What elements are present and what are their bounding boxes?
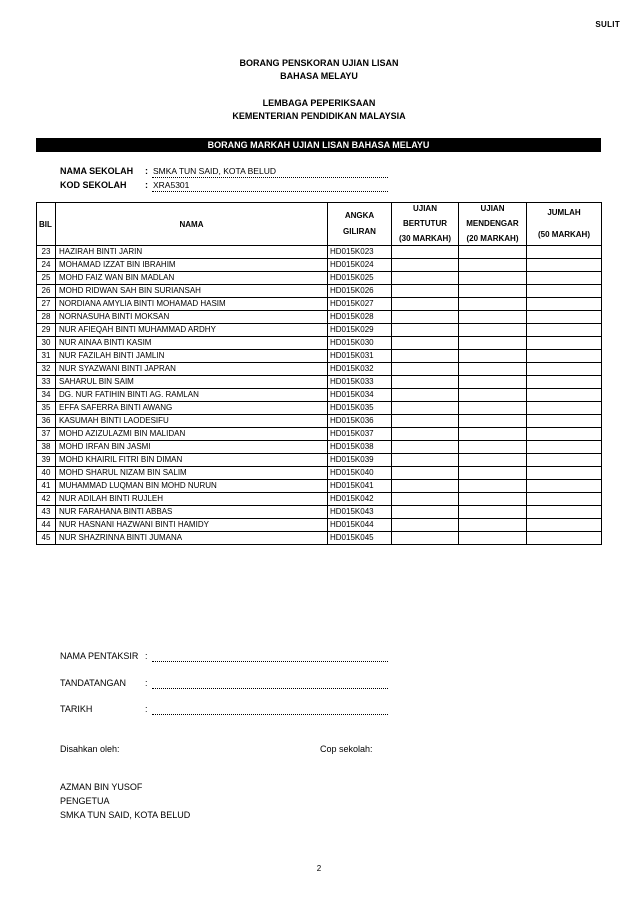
table-row — [37, 324, 602, 337]
row-bil: 34 — [37, 389, 56, 402]
row-angka-giliran: HD015K039 — [328, 454, 392, 467]
header-angka-giliran — [328, 203, 392, 246]
header-nama: NAMA — [56, 203, 328, 246]
row-bil: 28 — [37, 311, 56, 324]
row-angka-giliran: HD015K034 — [328, 389, 392, 402]
table-row — [37, 311, 602, 324]
row-bertutur-cell[interactable] — [392, 532, 459, 545]
row-mendengar-cell[interactable] — [459, 519, 527, 532]
row-bil: 24 — [37, 259, 56, 272]
header-jumlah — [527, 203, 602, 246]
row-jumlah-cell[interactable] — [527, 519, 602, 532]
row-nama: SAHARUL BIN SAIM — [56, 376, 328, 389]
row-nama: NUR HASNANI HAZWANI BINTI HAMIDY — [56, 519, 328, 532]
school-name-label: NAMA SEKOLAH — [60, 166, 134, 176]
header-title-line2: BAHASA MELAYU — [280, 71, 358, 81]
row-nama: NUR FAZILAH BINTI JAMLIN — [56, 350, 328, 363]
row-bil: 39 — [37, 454, 56, 467]
row-bil: 33 — [37, 376, 56, 389]
row-mendengar-cell[interactable] — [459, 246, 527, 259]
tarikh-field[interactable] — [152, 714, 388, 715]
table-row — [37, 337, 602, 350]
school-name-dotline — [152, 177, 388, 178]
header-angka-line2: GILIRAN — [343, 227, 376, 236]
header-ujian-mendengar — [459, 203, 527, 246]
row-angka-giliran: HD015K026 — [328, 285, 392, 298]
row-jumlah-cell[interactable] — [527, 454, 602, 467]
row-angka-giliran: HD015K038 — [328, 441, 392, 454]
signatory-title: PENGETUA — [60, 796, 110, 806]
row-angka-giliran: HD015K040 — [328, 467, 392, 480]
row-bil: 32 — [37, 363, 56, 376]
row-mendengar-cell[interactable] — [459, 272, 527, 285]
row-nama: MOHD FAIZ WAN BIN MADLAN — [56, 272, 328, 285]
page-number: 2 — [316, 864, 322, 873]
row-mendengar-cell[interactable] — [459, 441, 527, 454]
school-code-colon: : — [145, 180, 148, 190]
row-mendengar-cell[interactable] — [459, 376, 527, 389]
pentaksir-label: NAMA PENTAKSIR — [60, 651, 139, 661]
row-bil: 41 — [37, 480, 56, 493]
signatory-name: AZMAN BIN YUSOF — [60, 782, 143, 792]
tarikh-colon: : — [145, 704, 148, 714]
header-mendengar-line1: UJIAN — [480, 204, 505, 213]
row-bertutur-cell[interactable] — [392, 324, 459, 337]
row-jumlah-cell[interactable] — [527, 324, 602, 337]
table-row — [37, 298, 602, 311]
row-bertutur-cell[interactable] — [392, 272, 459, 285]
row-bil: 38 — [37, 441, 56, 454]
row-angka-giliran: HD015K025 — [328, 272, 392, 285]
row-bil: 36 — [37, 415, 56, 428]
table-row — [37, 467, 602, 480]
row-jumlah-cell[interactable] — [527, 337, 602, 350]
row-angka-giliran: HD015K033 — [328, 376, 392, 389]
row-nama: MOHD KHAIRIL FITRI BIN DIMAN — [56, 454, 328, 467]
row-jumlah-cell[interactable] — [527, 415, 602, 428]
row-bertutur-cell[interactable] — [392, 337, 459, 350]
row-jumlah-cell[interactable] — [527, 285, 602, 298]
row-mendengar-cell[interactable] — [459, 454, 527, 467]
row-jumlah-cell[interactable] — [527, 480, 602, 493]
school-code-label: KOD SEKOLAH — [60, 180, 127, 190]
row-nama: NUR AFIEQAH BINTI MUHAMMAD ARDHY — [56, 324, 328, 337]
row-mendengar-cell[interactable] — [459, 350, 527, 363]
row-bertutur-cell[interactable] — [392, 441, 459, 454]
table-header-row — [37, 203, 602, 246]
tandatangan-label: TANDATANGAN — [60, 678, 127, 688]
header-bertutur-line2: BERTUTUR — [403, 219, 447, 228]
school-code-dotline — [152, 191, 388, 192]
table-row — [37, 480, 602, 493]
table-row — [37, 506, 602, 519]
table-row — [37, 376, 602, 389]
row-jumlah-cell[interactable] — [527, 532, 602, 545]
pentaksir-field[interactable] — [152, 661, 388, 662]
row-mendengar-cell[interactable] — [459, 480, 527, 493]
row-bertutur-cell[interactable] — [392, 428, 459, 441]
tarikh-label: TARIKH — [60, 704, 93, 714]
row-nama: MOHD SHARUL NIZAM BIN SALIM — [56, 467, 328, 480]
row-angka-giliran: HD015K044 — [328, 519, 392, 532]
row-bertutur-cell[interactable] — [392, 363, 459, 376]
row-bil: 23 — [37, 246, 56, 259]
school-name-colon: : — [145, 166, 148, 176]
row-jumlah-cell[interactable] — [527, 259, 602, 272]
row-bertutur-cell[interactable] — [392, 259, 459, 272]
row-nama: NORNASUHA BINTI MOKSAN — [56, 311, 328, 324]
school-code-value: XRA5301 — [153, 180, 190, 190]
table-row — [37, 428, 602, 441]
row-bil: 40 — [37, 467, 56, 480]
classification-label: SULIT — [595, 20, 620, 29]
row-mendengar-cell[interactable] — [459, 415, 527, 428]
row-bertutur-cell[interactable] — [392, 285, 459, 298]
header-jumlah-line1: JUMLAH — [547, 208, 581, 217]
row-jumlah-cell[interactable] — [527, 506, 602, 519]
row-mendengar-cell[interactable] — [459, 389, 527, 402]
cop-sekolah-label: Cop sekolah: — [320, 744, 373, 754]
row-bil: 29 — [37, 324, 56, 337]
row-angka-giliran: HD015K024 — [328, 259, 392, 272]
row-mendengar-cell[interactable] — [459, 337, 527, 350]
row-nama: NUR SYAZWANI BINTI JAPRAN — [56, 363, 328, 376]
row-nama: NUR SHAZRINNA BINTI JUMANA — [56, 532, 328, 545]
row-nama: HAZIRAH BINTI JARIN — [56, 246, 328, 259]
row-bil: 35 — [37, 402, 56, 415]
row-angka-giliran: HD015K045 — [328, 532, 392, 545]
header-bertutur-line3: (30 MARKAH) — [399, 234, 451, 243]
table-row — [37, 415, 602, 428]
row-jumlah-cell[interactable] — [527, 363, 602, 376]
disahkan-label: Disahkan oleh: — [60, 744, 120, 754]
row-angka-giliran: HD015K030 — [328, 337, 392, 350]
table-row — [37, 389, 602, 402]
marks-table — [36, 202, 602, 545]
row-angka-giliran: HD015K043 — [328, 506, 392, 519]
row-nama: DG. NUR FATIHIN BINTI AG. RAMLAN — [56, 389, 328, 402]
row-angka-giliran: HD015K029 — [328, 324, 392, 337]
header-org-line2: KEMENTERIAN PENDIDIKAN MALAYSIA — [232, 111, 406, 121]
row-bil: 43 — [37, 506, 56, 519]
row-bertutur-cell[interactable] — [392, 454, 459, 467]
row-bil: 42 — [37, 493, 56, 506]
row-bertutur-cell[interactable] — [392, 350, 459, 363]
row-bertutur-cell[interactable] — [392, 519, 459, 532]
row-jumlah-cell[interactable] — [527, 272, 602, 285]
marks-table-body — [37, 246, 602, 545]
row-jumlah-cell[interactable] — [527, 428, 602, 441]
form-title-bar: BORANG MARKAH UJIAN LISAN BAHASA MELAYU — [36, 138, 601, 152]
row-angka-giliran: HD015K028 — [328, 311, 392, 324]
row-angka-giliran: HD015K032 — [328, 363, 392, 376]
row-angka-giliran: HD015K042 — [328, 493, 392, 506]
header-ujian-bertutur — [392, 203, 459, 246]
row-jumlah-cell[interactable] — [527, 298, 602, 311]
row-bil: 26 — [37, 285, 56, 298]
row-nama: MOHD RIDWAN SAH BIN SURIANSAH — [56, 285, 328, 298]
table-row — [37, 272, 602, 285]
row-bil: 31 — [37, 350, 56, 363]
row-bertutur-cell[interactable] — [392, 415, 459, 428]
row-angka-giliran: HD015K041 — [328, 480, 392, 493]
pentaksir-colon: : — [145, 651, 148, 661]
row-bertutur-cell[interactable] — [392, 506, 459, 519]
table-row — [37, 285, 602, 298]
row-bertutur-cell[interactable] — [392, 311, 459, 324]
header-jumlah-line2: (50 MARKAH) — [538, 230, 590, 239]
row-nama: NUR ADILAH BINTI RUJLEH — [56, 493, 328, 506]
row-mendengar-cell[interactable] — [459, 298, 527, 311]
row-mendengar-cell[interactable] — [459, 402, 527, 415]
row-mendengar-cell[interactable] — [459, 324, 527, 337]
row-nama: NUR AINAA BINTI KASIM — [56, 337, 328, 350]
table-row — [37, 259, 602, 272]
row-bil: 37 — [37, 428, 56, 441]
row-jumlah-cell[interactable] — [527, 311, 602, 324]
row-angka-giliran: HD015K036 — [328, 415, 392, 428]
row-nama: NUR FARAHANA BINTI ABBAS — [56, 506, 328, 519]
row-jumlah-cell[interactable] — [527, 350, 602, 363]
row-bil: 25 — [37, 272, 56, 285]
tandatangan-field[interactable] — [152, 688, 388, 689]
row-bertutur-cell[interactable] — [392, 389, 459, 402]
row-jumlah-cell[interactable] — [527, 376, 602, 389]
row-bertutur-cell[interactable] — [392, 402, 459, 415]
row-angka-giliran: HD015K027 — [328, 298, 392, 311]
row-bertutur-cell[interactable] — [392, 480, 459, 493]
table-row — [37, 363, 602, 376]
table-row — [37, 246, 602, 259]
row-nama: MOHD IRFAN BIN JASMI — [56, 441, 328, 454]
row-jumlah-cell[interactable] — [527, 389, 602, 402]
row-mendengar-cell[interactable] — [459, 467, 527, 480]
row-angka-giliran: HD015K037 — [328, 428, 392, 441]
row-mendengar-cell[interactable] — [459, 493, 527, 506]
header-mendengar-line2: MENDENGAR — [466, 219, 519, 228]
row-mendengar-cell[interactable] — [459, 506, 527, 519]
row-bil: 30 — [37, 337, 56, 350]
table-row — [37, 402, 602, 415]
row-nama: NORDIANA AMYLIA BINTI MOHAMAD HASIM — [56, 298, 328, 311]
school-name-value: SMKA TUN SAID, KOTA BELUD — [153, 166, 276, 176]
row-angka-giliran: HD015K031 — [328, 350, 392, 363]
row-bertutur-cell[interactable] — [392, 376, 459, 389]
row-nama: MOHD AZIZULAZMI BIN MALIDAN — [56, 428, 328, 441]
row-nama: EFFA SAFERRA BINTI AWANG — [56, 402, 328, 415]
row-mendengar-cell[interactable] — [459, 285, 527, 298]
tandatangan-colon: : — [145, 678, 148, 688]
row-bil: 44 — [37, 519, 56, 532]
row-angka-giliran: HD015K035 — [328, 402, 392, 415]
row-bil: 27 — [37, 298, 56, 311]
header-bil: BIL — [37, 203, 56, 246]
row-jumlah-cell[interactable] — [527, 467, 602, 480]
row-bil: 45 — [37, 532, 56, 545]
row-mendengar-cell[interactable] — [459, 532, 527, 545]
header-mendengar-line3: (20 MARKAH) — [466, 234, 519, 243]
row-mendengar-cell[interactable] — [459, 259, 527, 272]
table-row — [37, 350, 602, 363]
table-row — [37, 532, 602, 545]
header-angka-line1: ANGKA — [344, 211, 375, 220]
table-row — [37, 493, 602, 506]
header-bertutur-line1: UJIAN — [412, 204, 437, 213]
table-row — [37, 441, 602, 454]
row-mendengar-cell[interactable] — [459, 311, 527, 324]
row-nama: KASUMAH BINTI LAODESIFU — [56, 415, 328, 428]
row-mendengar-cell[interactable] — [459, 363, 527, 376]
row-bertutur-cell[interactable] — [392, 298, 459, 311]
header-org-line1: LEMBAGA PEPERIKSAAN — [262, 98, 376, 108]
row-nama: MUHAMMAD LUQMAN BIN MOHD NURUN — [56, 480, 328, 493]
row-bertutur-cell[interactable] — [392, 467, 459, 480]
row-bertutur-cell[interactable] — [392, 493, 459, 506]
row-bertutur-cell[interactable] — [392, 246, 459, 259]
row-mendengar-cell[interactable] — [459, 428, 527, 441]
table-row — [37, 454, 602, 467]
header-title-line1: BORANG PENSKORAN UJIAN LISAN — [239, 58, 399, 68]
row-angka-giliran: HD015K023 — [328, 246, 392, 259]
table-row — [37, 519, 602, 532]
row-jumlah-cell[interactable] — [527, 402, 602, 415]
row-jumlah-cell[interactable] — [527, 246, 602, 259]
signatory-school: SMKA TUN SAID, KOTA BELUD — [60, 810, 191, 820]
row-jumlah-cell[interactable] — [527, 441, 602, 454]
row-jumlah-cell[interactable] — [527, 493, 602, 506]
row-nama: MOHAMAD IZZAT BIN IBRAHIM — [56, 259, 328, 272]
